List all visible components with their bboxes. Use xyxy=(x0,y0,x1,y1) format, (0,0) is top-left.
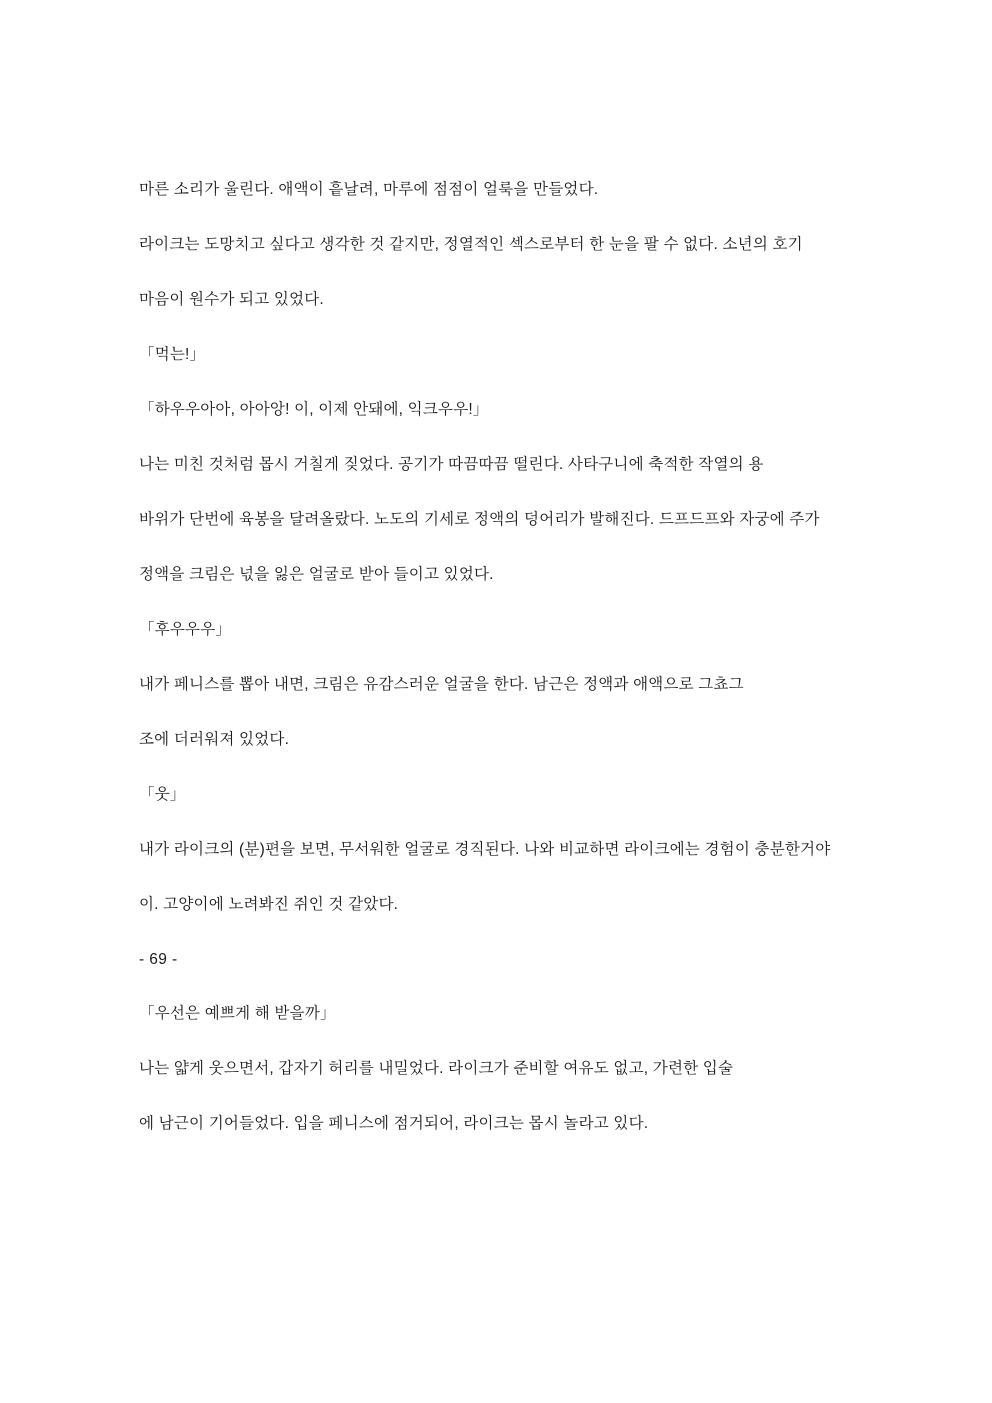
paragraph: 이. 고양이에 노려봐진 쥐인 것 같았다. xyxy=(139,896,399,914)
paragraph: 「하우우아아, 아아앙! 이, 이제 안돼에, 익크우우!」 xyxy=(139,401,489,419)
paragraph: 나는 얇게 웃으면서, 갑자기 허리를 내밀었다. 라이크가 준비할 여유도 없고, 가련한 입술 xyxy=(139,1060,734,1078)
paragraph: 조에 더러워져 있었다. xyxy=(139,731,290,749)
paragraph: 「우선은 예쁘게 해 받을까」 xyxy=(139,1005,336,1023)
paragraph: 바위가 단번에 육봉을 달려올랐다. 노도의 기세로 정액의 덩어리가 발해진다. 드프드프와 자궁에 주가 xyxy=(139,511,820,529)
paragraph: 라이크는 도망치고 싶다고 생각한 것 같지만, 정열적인 섹스로부터 한 눈을 팔 수 없다. 소년의 호기 xyxy=(139,236,803,254)
paragraph: 내가 페니스를 뽑아 내면, 크림은 유감스러운 얼굴을 한다. 남근은 정액과 애액으로 그쵸그 xyxy=(139,676,744,694)
paragraph: 「웃」 xyxy=(139,786,186,804)
paragraph: 마른 소리가 울린다. 애액이 흩날려, 마루에 점점이 얼룩을 만들었다. xyxy=(139,181,599,198)
document-body xyxy=(139,178,861,1136)
paragraph: 마음이 원수가 되고 있었다. xyxy=(139,291,324,309)
paragraph: 「먹는!」 xyxy=(139,346,206,364)
paragraph: 정액을 크림은 넋을 잃은 얼굴로 받아 들이고 있었다. xyxy=(139,566,494,584)
paragraph: 나는 미친 것처럼 몹시 거칠게 짖었다. 공기가 따끔따끔 떨린다. 사타구니에 축적한 작열의 용 xyxy=(139,456,764,474)
paragraph: 내가 라이크의 (분)편을 보면, 무서워한 얼굴로 경직된다. 나와 비교하면 라이크에는 경험이 충분한거야 xyxy=(139,841,831,859)
paragraph: 에 남근이 기어들었다. 입을 페니스에 점거되어, 라이크는 몹시 놀라고 있다. xyxy=(139,1115,649,1133)
page-number: - 69 - xyxy=(139,951,178,969)
paragraph: 「후우우우」 xyxy=(139,621,232,639)
